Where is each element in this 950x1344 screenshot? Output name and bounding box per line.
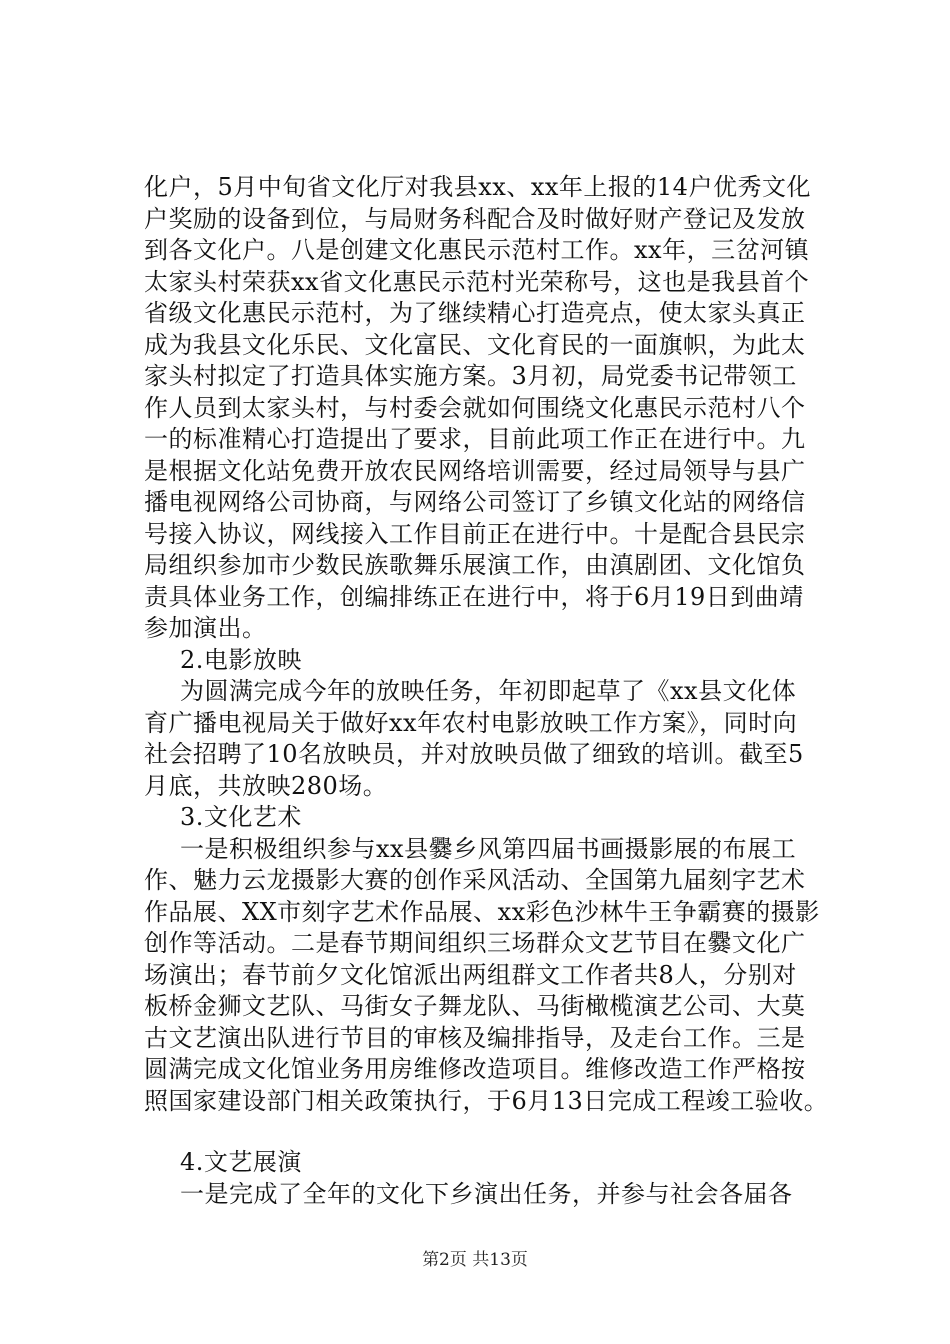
paragraph-4 xyxy=(144,1179,844,1211)
text-line: 一是完成了全年的文化下乡演出任务，并参与社会各届各 xyxy=(180,1179,793,1208)
section-heading-performance: 4.文艺展演 xyxy=(180,1148,302,1176)
text-line: 家头村拟定了打造具体实施方案。3月初，局党委书记带领工 xyxy=(144,362,797,390)
text-line: 照国家建设部门相关政策执行，于6月13日完成工程竣工验收。 xyxy=(144,1086,829,1115)
text-line: 省级文化惠民示范村，为了继续精心打造亮点，使太家头真正 xyxy=(144,299,806,327)
text-line: 成为我县文化乐民、文化富民、文化育民的一面旗帜，为此太 xyxy=(144,330,806,359)
text-line: 月底，共放映280场。 xyxy=(144,771,388,800)
text-line: 化户，5月中旬省文化厅对我县xx、xx年上报的14户优秀文化 xyxy=(144,173,811,201)
text-line: 户奖励的设备到位，与局财务科配合及时做好财产登记及发放 xyxy=(144,204,806,233)
page-number-footer: 第2页 共13页 xyxy=(422,1250,528,1270)
text-line: 作人员到太家头村，与村委会就如何围绕文化惠民示范村八个 xyxy=(144,393,806,422)
text-line: 到各文化户。八是创建文化惠民示范村工作。xx年，三岔河镇 xyxy=(144,236,810,264)
text-line: 创作等活动。二是春节期间组织三场群众文艺节目在爨文化广 xyxy=(144,929,806,957)
text-line: 场演出；春节前夕文化馆派出两组群文工作者共8人，分别对 xyxy=(144,960,797,989)
text-line: 号接入协议，网线接入工作目前正在进行中。十是配合县民宗 xyxy=(144,519,806,548)
text-line: 作、魅力云龙摄影大赛的创作采风活动、全国第九届刻字艺术 xyxy=(144,866,806,894)
paragraph-2 xyxy=(144,676,844,802)
text-line: 太家头村荣获xx省文化惠民示范村光荣称号，这也是我县首个 xyxy=(144,267,810,296)
text-line: 参加演出。 xyxy=(144,614,267,642)
text-line: 局组织参加市少数民族歌舞乐展演工作，由滇剧团、文化馆负 xyxy=(144,551,806,579)
text-line: 圆满完成文化馆业务用房维修改造项目。维修改造工作严格按 xyxy=(144,1055,806,1083)
text-line: 古文艺演出队进行节目的审核及编排指导，及走台工作。三是 xyxy=(144,1023,806,1052)
text-line: 一的标准精心打造提出了要求，目前此项工作正在进行中。九 xyxy=(144,425,806,453)
text-line: 是根据文化站免费开放农民网络培训需要，经过局领导与县广 xyxy=(144,456,806,485)
text-line: 育广播电视局关于做好xx年农村电影放映工作方案》，同时向 xyxy=(144,708,798,737)
text-line: 社会招聘了10名放映员，并对放映员做了细致的培训。截至5 xyxy=(144,740,804,768)
paragraph-3 xyxy=(144,834,844,1118)
text-line: 责具体业务工作，创编排练正在进行中，将于6月19日到曲靖 xyxy=(144,582,804,611)
text-line: 为圆满完成今年的放映任务，年初即起草了《xx县文化体 xyxy=(180,677,797,705)
section-heading-film: 2.电影放映 xyxy=(180,645,302,674)
paragraph-1 xyxy=(144,172,844,645)
document-body xyxy=(144,172,844,1210)
paragraph-spacer xyxy=(144,1117,844,1147)
text-line: 板桥金狮文艺队、马街女子舞龙队、马街橄榄演艺公司、大莫 xyxy=(144,992,806,1020)
text-line: 作品展、XX市刻字艺术作品展、xx彩色沙林牛王争霸赛的摄影 xyxy=(144,897,820,926)
text-line: 一是积极组织参与xx县爨乡风第四届书画摄影展的布展工 xyxy=(180,834,797,863)
text-line: 播电视网络公司协商，与网络公司签订了乡镇文化站的网络信 xyxy=(144,488,806,516)
section-heading-arts: 3.文化艺术 xyxy=(180,803,302,831)
